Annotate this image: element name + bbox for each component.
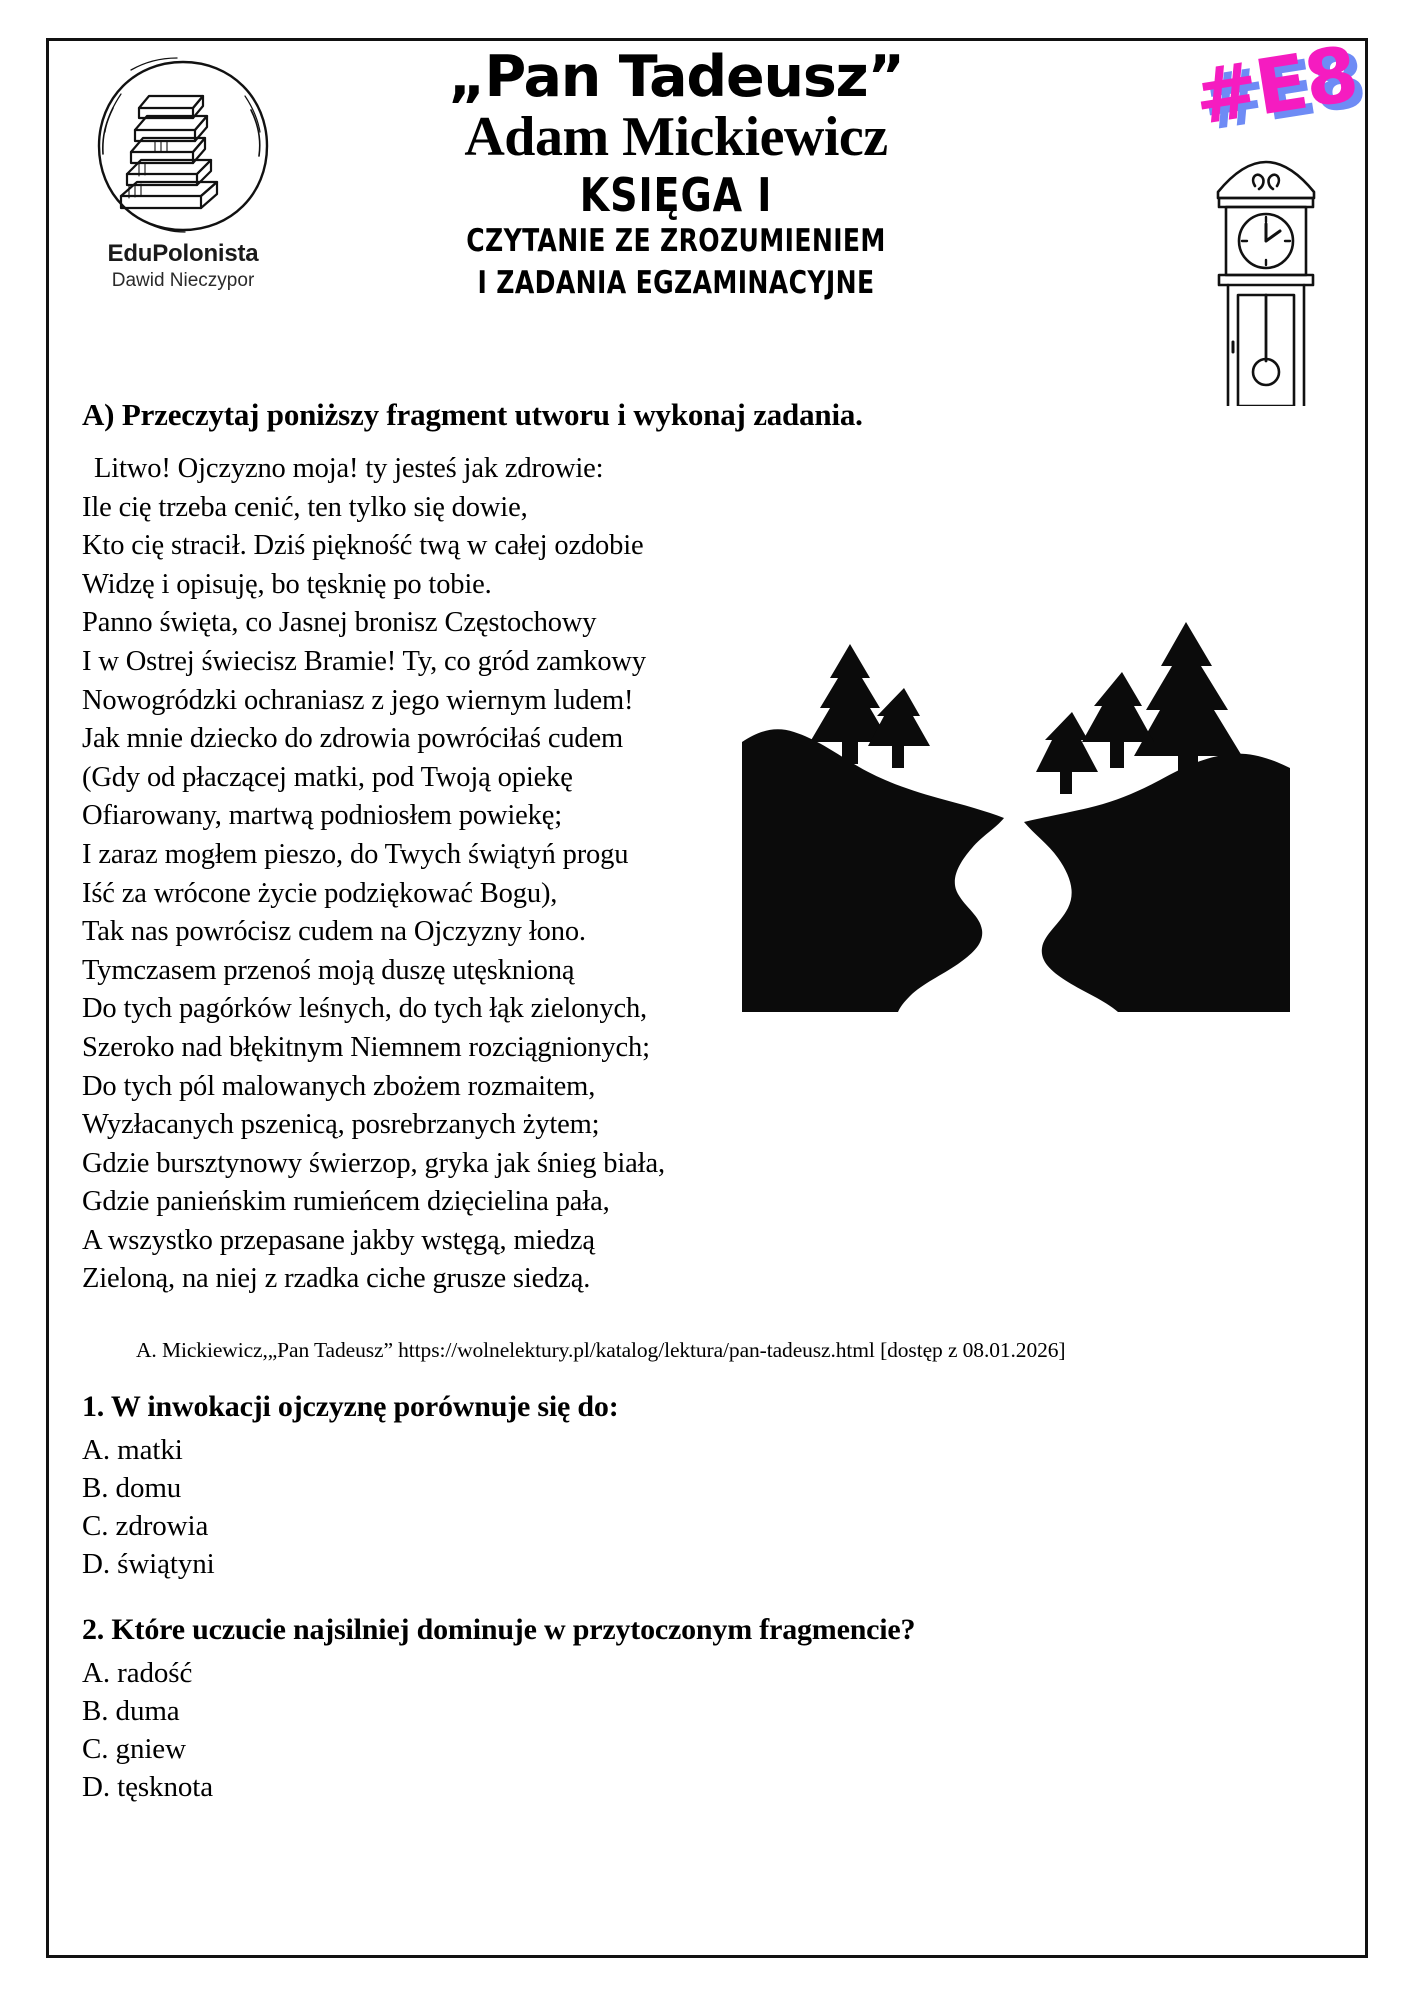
- poem-line: (Gdy od płaczącej matki, pod Twoją opiekę: [82, 761, 573, 793]
- question-block: [82, 1613, 1232, 1806]
- brand-block: [68, 46, 298, 292]
- poem-line: Panno święta, co Jasnej bronisz Częstochowy: [82, 607, 597, 639]
- poem-line: Gdzie panieńskim rumieńcem dzięcielina pała,: [82, 1186, 610, 1218]
- poem-line: A wszystko przepasane jakby wstęgą, miedzą: [82, 1224, 595, 1256]
- poem-line: Ofiarowany, martwą podniosłem powiekę;: [82, 800, 562, 832]
- page-header: [46, 28, 1368, 393]
- poem-line: Wyzłacanych pszenicą, posrebrzanych żytem;: [82, 1109, 600, 1141]
- poem-line: Do tych pól malowanych zbożem rozmaitem,: [82, 1070, 596, 1102]
- poem-line: I w Ostrej świecisz Bramie! Ty, co gród zamkowy: [82, 645, 646, 677]
- stacked-books-circle-icon: [83, 46, 283, 246]
- question-option[interactable]: D. tęsknota: [82, 1771, 213, 1803]
- question-block: [82, 1390, 1232, 1583]
- poem-line: I zaraz mogłem pieszo, do Twych świątyń progu: [82, 838, 629, 870]
- questions-list: [82, 1390, 1232, 1836]
- poem-line: Iść za wrócone życie podziękować Bogu),: [82, 877, 558, 909]
- poem-line: Szeroko nad błękitnym Niemnem rozciągnionych;: [82, 1031, 650, 1063]
- page-subtitle-line2: I ZADANIA EGZAMINACYJNE: [477, 265, 875, 301]
- page-title-book: KSIĘGA I: [579, 168, 773, 223]
- poem-line: Gdzie bursztynowy świerzop, gryka jak śnieg biała,: [82, 1147, 665, 1179]
- question-option[interactable]: D. świątyni: [82, 1548, 215, 1580]
- question-option[interactable]: C. gniew: [82, 1733, 186, 1765]
- poem-line: Do tych pagórków leśnych, do tych łąk zielonych,: [82, 993, 648, 1025]
- question-option[interactable]: B. domu: [82, 1472, 182, 1504]
- poem-line: Tymczasem przenoś moją duszę utęsknioną: [82, 954, 575, 986]
- river-valley-pine-trees-silhouette: [742, 592, 1290, 1012]
- page-title-author: Adam Mickiewicz: [464, 106, 888, 169]
- question-option[interactable]: A. matki: [82, 1434, 183, 1466]
- poem-line: Tak nas powrócisz cudem na Ojczyzny łono.: [82, 916, 586, 948]
- poem-line: Litwo! Ojczyzno moja! ty jesteś jak zdrowie:: [94, 453, 604, 484]
- poem-line: Ile cię trzeba cenić, ten tylko się dowie,: [82, 491, 528, 523]
- question-option[interactable]: A. radość: [82, 1657, 193, 1689]
- question-option[interactable]: B. duma: [82, 1695, 180, 1727]
- question-prompt: 1. W inwokacji ojczyznę porównuje się do:: [82, 1390, 619, 1423]
- poem-line: Widzę i opisuję, bo tęsknię po tobie.: [82, 568, 492, 600]
- status-badge: [1187, 28, 1362, 143]
- question-prompt: 2. Które uczucie najsilniej dominuje w przytoczonym fragmencie?: [82, 1613, 916, 1646]
- instruction-text: A) Przeczytaj poniższy fragment utworu i wykonaj zadania.: [82, 397, 863, 432]
- question-option[interactable]: C. zdrowia: [82, 1510, 209, 1542]
- brand-author: Dawid Nieczypor: [111, 270, 255, 291]
- poem-line: Nowogródzki ochraniasz z jego wiernym ludem!: [82, 684, 634, 716]
- grandfather-clock-icon: [1206, 156, 1326, 406]
- status-badge-label: #E8: [1187, 28, 1362, 143]
- brand-name: EduPolonista: [107, 240, 259, 267]
- poem-text: [82, 450, 722, 1299]
- page-subtitle-line1: CZYTANIE ZE ZROZUMIENIEM: [466, 223, 886, 260]
- source-citation: A. Mickiewicz,„Pan Tadeusz” https://wolnelektury.pl/katalog/lektura/pan-tadeusz.html [dostęp z 08.01.2026]: [136, 1338, 1066, 1362]
- title-block: [276, 44, 1076, 302]
- page-title-work: „Pan Tadeusz”: [448, 44, 904, 110]
- poem-line: Zieloną, na niej z rzadka ciche grusze siedzą.: [82, 1263, 591, 1295]
- poem-line: Jak mnie dziecko do zdrowia powróciłaś cudem: [82, 723, 624, 755]
- poem-line: Kto cię stracił. Dziś piękność twą w całej ozdobie: [82, 530, 644, 562]
